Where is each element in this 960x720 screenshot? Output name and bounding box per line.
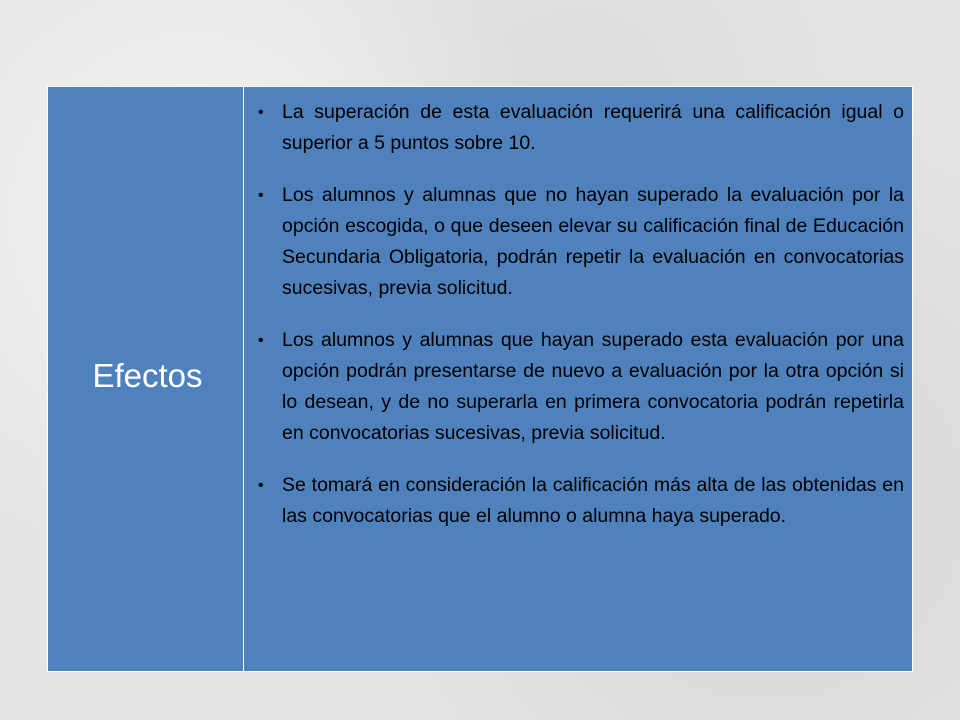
bullet-icon: • [258,477,264,494]
effects-table [48,87,912,671]
label-cell [48,87,244,671]
list-item-text: La superación de esta evaluación requerirá una calificación igual o superior a 5 puntos sobre 10. [282,101,904,154]
bullet-list [258,97,904,532]
bullet-icon: • [258,104,264,121]
bullet-icon: • [258,187,264,204]
list-item-text: Los alumnos y alumnas que no hayan superado la evaluación por la opción escogida, o que deseen elevar su calificación final de Educación Secundaria Obligatoria, podrán repetir la evaluación en convocatorias sucesivas, previa solicitud. [282,184,904,299]
list-item [258,325,904,449]
list-item [258,97,904,159]
row-label: Efectos [92,357,203,394]
list-item [258,180,904,304]
bullet-icon: • [258,332,264,349]
list-item-text: Se tomará en consideración la calificación más alta de las obtenidas en las convocatorias que el alumno o alumna haya superado. [282,474,904,527]
list-item-text: Los alumnos y alumnas que hayan superado esta evaluación por una opción podrán presentarse de nuevo a evaluación por la otra opción si lo desean, y de no superarla en primera convocatoria podrán repetirla en convocatorias sucesivas, previa solicitud. [282,329,904,444]
content-cell [244,87,912,671]
list-item [258,470,904,532]
